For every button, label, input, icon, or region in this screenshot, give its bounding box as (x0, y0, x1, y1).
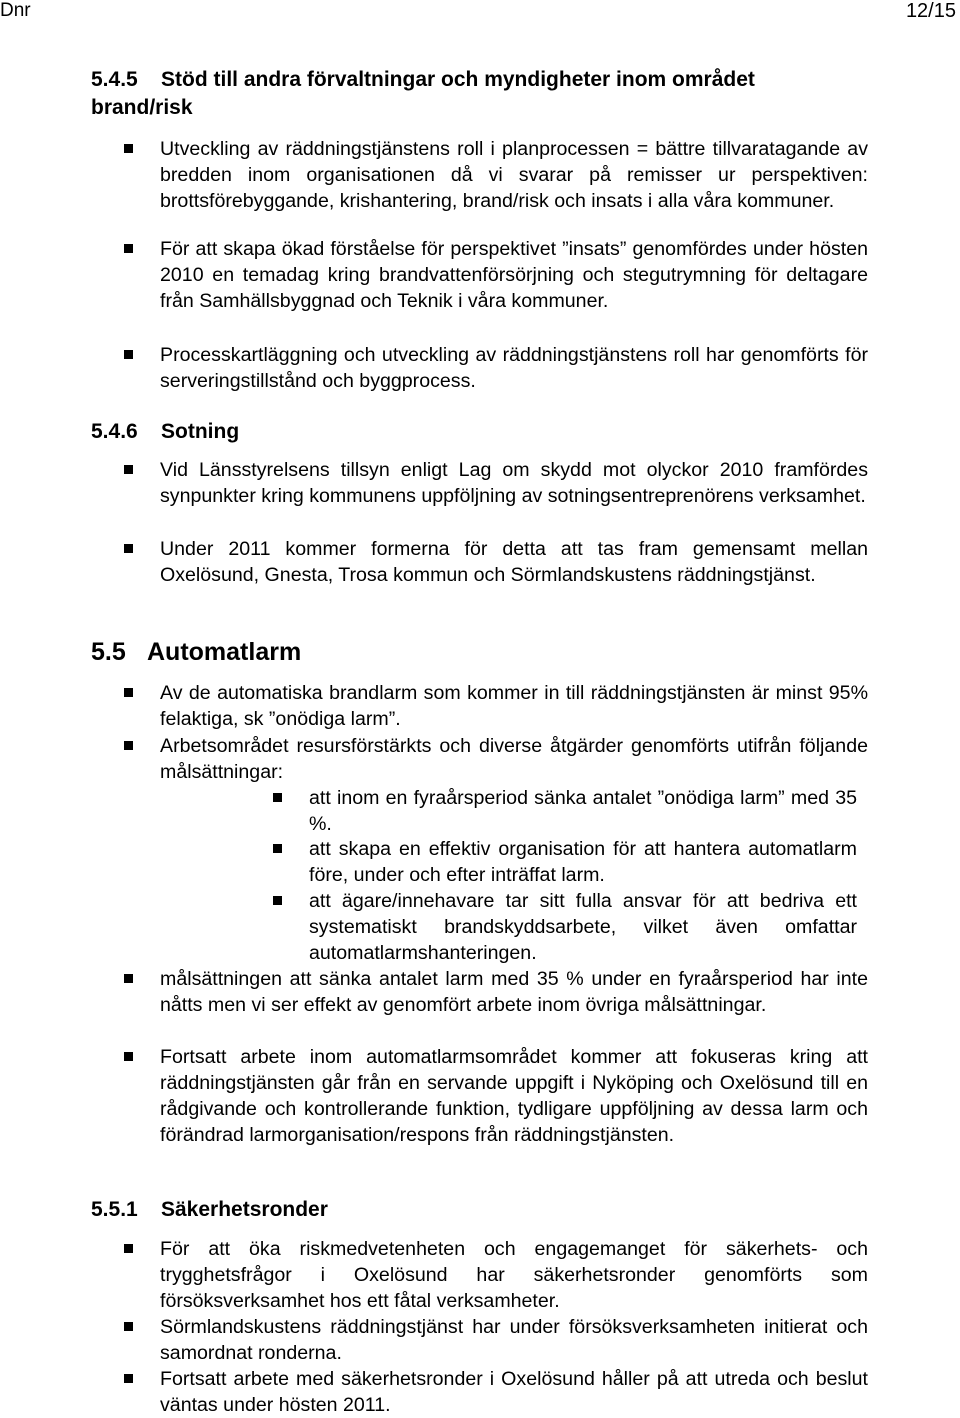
bullet-icon (124, 350, 133, 359)
sub-list-item-text: att ägare/innehavare tar sitt fulla ansvar för att bedriva ett systematiskt brandskyddsarbete, vilket även omfattar automatlarmshanteringen. (309, 890, 857, 964)
sub-list-item (309, 836, 857, 888)
bullet-icon (124, 1244, 133, 1253)
list-item (160, 536, 868, 588)
heading-number: 5.5 (91, 638, 126, 666)
list-item (160, 1044, 868, 1148)
heading-title: Säkerhetsronder (161, 1198, 328, 1221)
list-item (160, 733, 868, 785)
heading-number: 5.4.6 (91, 420, 138, 443)
list-item (160, 966, 868, 1018)
list-item (160, 1236, 868, 1314)
sub-list-item (309, 785, 857, 837)
header-doc-number: Dnr (0, 0, 31, 21)
sub-list-item-text: att inom en fyraårsperiod sänka antalet ”onödiga larm” med 35 %. (309, 787, 857, 835)
list-item (160, 1366, 868, 1418)
bullet-icon (273, 844, 282, 853)
list-item-text: Processkartläggning och utveckling av räddningstjänstens roll har genomförts för serveringstillstånd och byggprocess. (160, 344, 868, 392)
list-item (160, 457, 868, 509)
list-item (160, 342, 868, 394)
heading-title: Automatlarm (147, 638, 302, 666)
list-item-text: målsättningen att sänka antalet larm med 35 % under en fyraårsperiod har inte nåtts men vi ser effekt av genomfört arbete inom övriga målsättningar. (160, 968, 868, 1016)
heading-title-line1: Stöd till andra förvaltningar och myndigheter inom området (161, 68, 755, 91)
bullet-icon (124, 465, 133, 474)
bullet-icon (124, 974, 133, 983)
bullet-icon (124, 544, 133, 553)
list-item (160, 236, 868, 314)
list-item-text: För att skapa ökad förståelse för perspektivet ”insats” genomfördes under hösten 2010 en temadag kring brandvattenförsörjning och stegutrymning för deltagare från Samhällsbyggnad och Teknik i våra kommuner. (160, 238, 868, 312)
list-item-text: Arbetsområdet resursförstärkts och diverse åtgärder genomförts utifrån följande målsättningar: (160, 735, 868, 783)
bullet-icon (124, 688, 133, 697)
list-item-text: Under 2011 kommer formerna för detta att tas fram gemensamt mellan Oxelösund, Gnesta, Trosa kommun och Sörmlandskustens räddningstjänst. (160, 538, 868, 586)
list-item-text: Fortsatt arbete inom automatlarmsområdet kommer att fokuseras kring att räddningstjänsten går från en servande uppgift i Nyköping och Oxelösund till en rådgivande och kontrollerande funktion, tydligare uppföljning av dessa larm och förändrad larmorganisation/respons från räddningstjänsten. (160, 1046, 868, 1146)
bullet-icon (273, 896, 282, 905)
list-item (160, 680, 868, 732)
list-item-text: Sörmlandskustens räddningstjänst har under försöksverksamheten initierat och samordnat ronderna. (160, 1316, 868, 1364)
list-item-text: Utveckling av räddningstjänstens roll i planprocessen = bättre tillvaratagande av bredden inom organisationen då vi svarar på remisser ur perspektiven: brottsförebyggande, krishantering, brand/risk och insats i alla våra kommuner. (160, 138, 868, 212)
list-item-text: Fortsatt arbete med säkerhetsronder i Oxelösund håller på att utreda och beslut väntas under hösten 2011. (160, 1368, 868, 1416)
page-number: 12/15 (905, 0, 956, 22)
list-item-text: För att öka riskmedvetenheten och engagemanget för säkerhets- och trygghetsfrågor i Oxelösund har säkerhetsronder genomförts som försöksverksamhet hos ett fåtal verksamheter. (160, 1238, 868, 1312)
bullet-icon (124, 244, 133, 253)
list-item-text: Vid Länsstyrelsens tillsyn enligt Lag om skydd mot olyckor 2010 framfördes synpunkter kring kommunens uppföljning av sotningsentreprenörens verksamhet. (160, 459, 868, 507)
list-item (160, 1314, 868, 1366)
list-item-text: Av de automatiska brandlarm som kommer in till räddningstjänsten är minst 95% felaktiga, sk ”onödiga larm”. (160, 682, 868, 730)
bullet-icon (124, 741, 133, 750)
bullet-icon (124, 1322, 133, 1331)
heading-number: 5.4.5 (91, 68, 138, 91)
bullet-icon (124, 1052, 133, 1061)
bullet-icon (124, 1374, 133, 1383)
heading-title-line2: brand/risk (91, 96, 193, 119)
heading-title: Sotning (161, 420, 240, 443)
sub-list-item (309, 888, 857, 966)
sub-list-item-text: att skapa en effektiv organisation för att hantera automatlarm före, under och efter inträffat larm. (309, 838, 857, 886)
list-item (160, 136, 868, 214)
bullet-icon (124, 144, 133, 153)
bullet-icon (273, 793, 282, 802)
heading-number: 5.5.1 (91, 1198, 138, 1221)
